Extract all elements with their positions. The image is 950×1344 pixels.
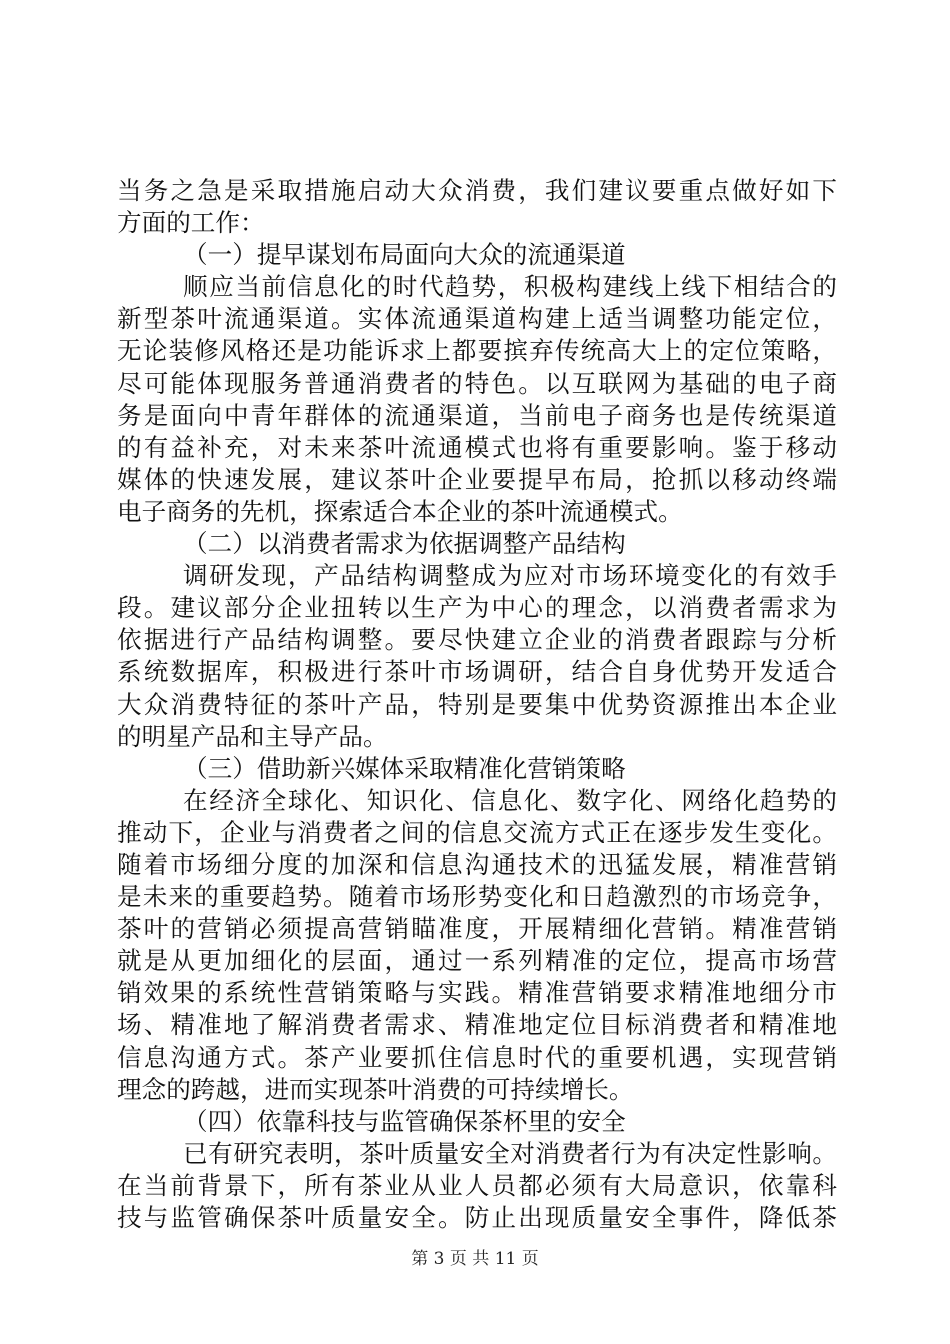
paragraph-first-line: （四）依靠科技与监管确保茶杯里的安全 bbox=[183, 1106, 626, 1136]
document-body bbox=[117, 175, 837, 1234]
text-line: 的有益补充，对未来茶叶流通模式也将有重要影响。鉴于移动 bbox=[117, 432, 837, 462]
text-line: 茶叶的营销必须提高营销瞄准度，开展精细化营销。精准营销 bbox=[117, 914, 837, 944]
text-line: 务是面向中青年群体的流通渠道，当前电子商务也是传统渠道 bbox=[117, 400, 837, 430]
paragraph-first-line: 顺应当前信息化的时代趋势，积极构建线上线下相结合的 bbox=[183, 272, 837, 302]
text-line: 随着市场细分度的加深和信息沟通技术的迅猛发展，精准营销 bbox=[117, 849, 837, 879]
paragraph-first-line: 在经济全球化、知识化、信息化、数字化、网络化趋势的 bbox=[183, 785, 837, 815]
text-line: 无论装修风格还是功能诉求上都要摈弃传统高大上的定位策略， bbox=[117, 336, 837, 366]
text-line: 在当前背景下，所有茶业从业人员都必须有大局意识，依靠科 bbox=[117, 1170, 837, 1200]
text-line: 当务之急是采取措施启动大众消费，我们建议要重点做好如下 bbox=[117, 176, 837, 205]
text-line: 就是从更加细化的层面，通过一系列精准的定位，提高市场营 bbox=[117, 946, 837, 976]
text-line: 电子商务的先机，探索适合本企业的茶叶流通模式。 bbox=[117, 496, 683, 526]
text-line: 场、精准地了解消费者需求、精准地定位目标消费者和精准地 bbox=[117, 1010, 837, 1040]
text-line: 大众消费特征的茶叶产品，特别是要集中优势资源推出本企业 bbox=[117, 689, 837, 719]
text-line: 系统数据库，积极进行茶叶市场调研，结合自身优势开发适合 bbox=[117, 657, 837, 687]
text-line: 依据进行产品结构调整。要尽快建立企业的消费者跟踪与分析 bbox=[117, 625, 837, 655]
text-line: 是未来的重要趋势。随着市场形势变化和日趋激烈的市场竞争， bbox=[117, 882, 837, 912]
text-line: 理念的跨越，进而实现茶叶消费的可持续增长。 bbox=[117, 1074, 634, 1104]
text-line: 尽可能体现服务普通消费者的特色。以互联网为基础的电子商 bbox=[117, 368, 837, 398]
text-line: 的明星产品和主导产品。 bbox=[117, 721, 388, 751]
text-line: 媒体的快速发展，建议茶叶企业要提早布局，抢抓以移动终端 bbox=[117, 464, 837, 494]
text-line: 销效果的系统性营销策略与实践。精准营销要求精准地细分市 bbox=[117, 978, 837, 1008]
page-footer: 第 3 页 共 11 页 bbox=[411, 1249, 539, 1269]
paragraph-first-line: 已有研究表明，茶叶质量安全对消费者行为有决定性影响。 bbox=[183, 1138, 837, 1168]
paragraph-first-line: （二）以消费者需求为依据调整产品结构 bbox=[183, 529, 626, 559]
text-line: 方面的工作： bbox=[117, 208, 265, 238]
text-line: 推动下，企业与消费者之间的信息交流方式正在逐步发生变化。 bbox=[117, 817, 837, 847]
paragraph-first-line: 调研发现，产品结构调整成为应对市场环境变化的有效手 bbox=[183, 561, 837, 591]
paragraph-first-line: （三）借助新兴媒体采取精准化营销策略 bbox=[183, 753, 626, 783]
text-line: 段。建议部分企业扭转以生产为中心的理念，以消费者需求为 bbox=[117, 593, 837, 623]
text-line: 技与监管确保茶叶质量安全。防止出现质量安全事件，降低茶 bbox=[117, 1203, 837, 1232]
text-line: 信息沟通方式。茶产业要抓住信息时代的重要机遇，实现营销 bbox=[117, 1042, 837, 1072]
text-line: 新型茶叶流通渠道。实体流通渠道构建上适当调整功能定位， bbox=[117, 304, 837, 334]
paragraph-first-line: （一）提早谋划布局面向大众的流通渠道 bbox=[183, 240, 626, 270]
